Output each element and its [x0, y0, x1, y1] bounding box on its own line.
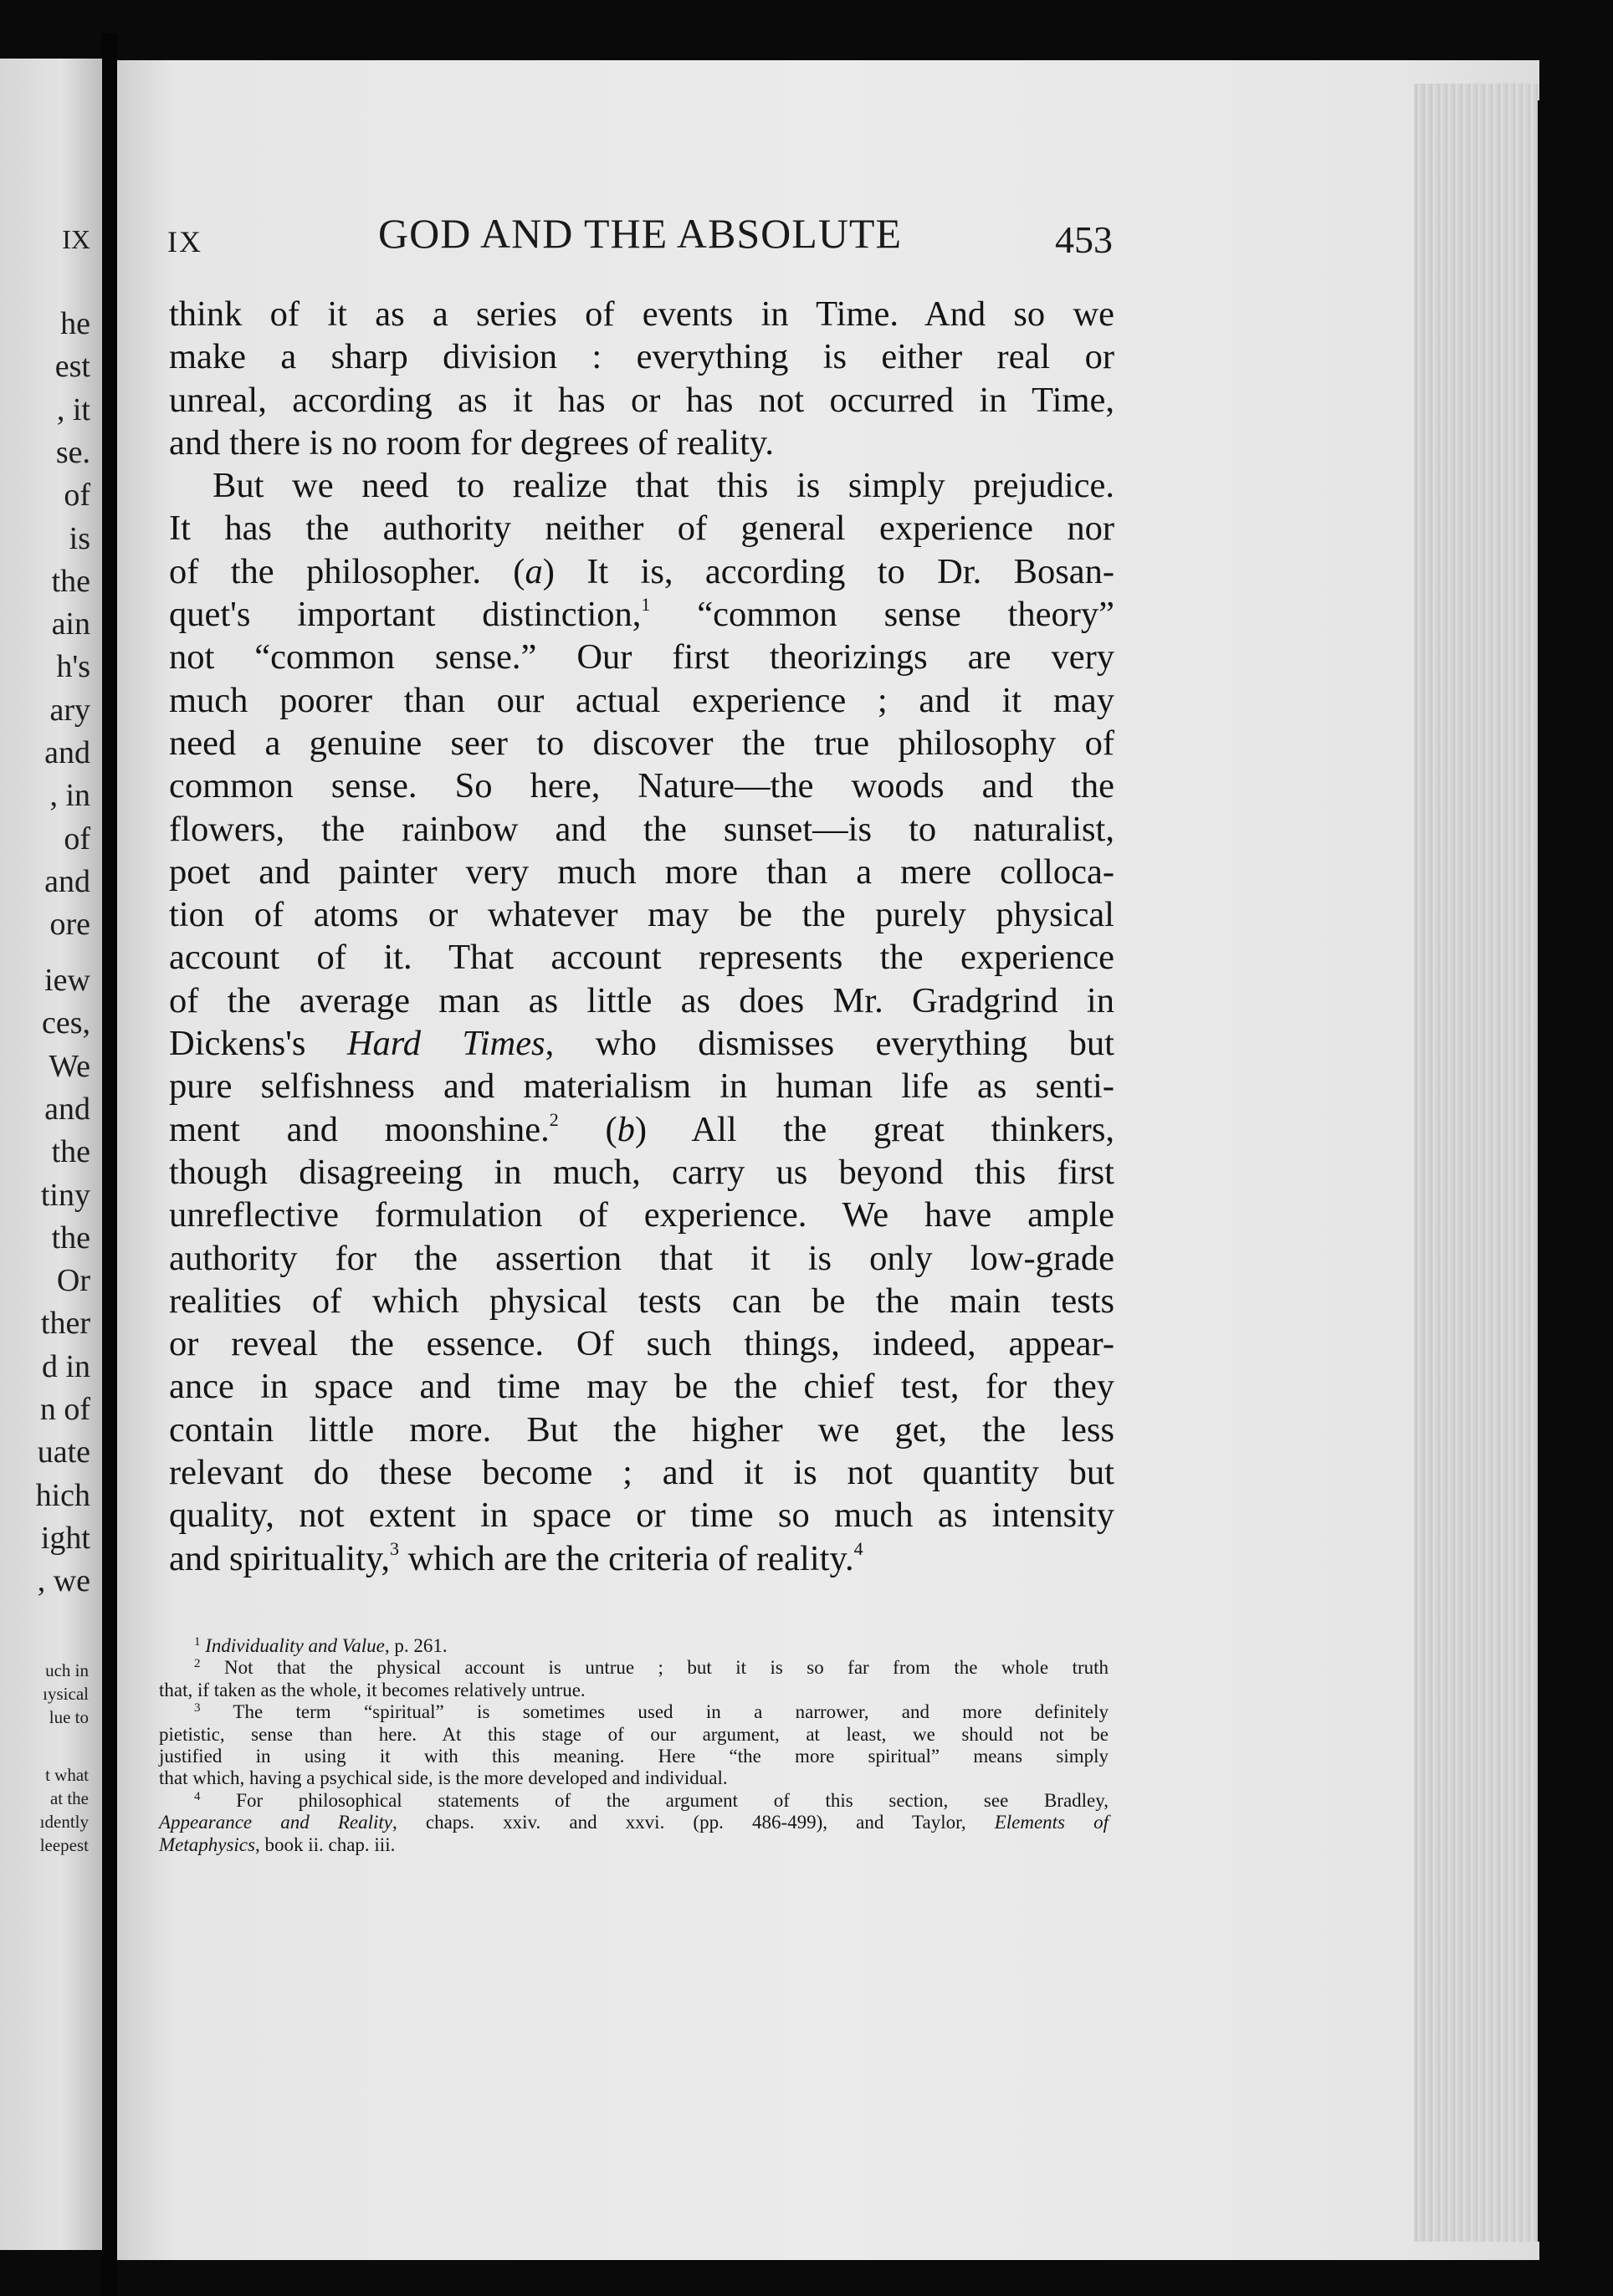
- text-line: common sense. So here, Nature—the woods and the: [169, 766, 1114, 806]
- running-head: GOD AND THE ABSOLUTE: [377, 210, 903, 257]
- text-line: But we need to realize that this is simply prejudice.: [213, 466, 1114, 506]
- left-page-fragment: he: [60, 306, 90, 341]
- left-page-footnote-fragment: ıdently: [39, 1812, 89, 1832]
- left-page-fragment: the: [51, 1134, 90, 1170]
- left-page-footnote-fragment: t what: [45, 1765, 89, 1785]
- left-page-footnote-fragment: at the: [49, 1788, 89, 1808]
- text-line: relevant do these become ; and it is not quantity but: [169, 1453, 1114, 1493]
- text-line: account of it. That account represents the experience: [169, 938, 1114, 978]
- left-page-fragment: , it: [56, 391, 90, 427]
- footnote-3-cont: that which, having a psychical side, is the more developed and individual.: [159, 1767, 728, 1789]
- left-page-fragment: se.: [55, 434, 90, 470]
- text-line: ment and moonshine.$^2$ (b) All the great thinkers,: [169, 1108, 1114, 1149]
- text-line: or reveal the essence. Of such things, indeed, appear-: [169, 1324, 1114, 1364]
- left-page-fragment: the: [51, 1220, 90, 1255]
- text-line: tion of atoms or whatever may be the purely physical: [169, 895, 1114, 935]
- text-line: not “common sense.” Our first theorizings are very: [169, 637, 1114, 678]
- left-page-fragment: , we: [37, 1563, 90, 1599]
- left-page-fragment: and: [44, 735, 90, 770]
- text-line: of the average man as little as does Mr. Gradgrind in: [169, 980, 1114, 1020]
- left-page-fragment: tiny: [40, 1177, 90, 1213]
- text-line: It has the authority neither of general experience nor: [169, 509, 1114, 549]
- left-page-fragment: est: [54, 349, 90, 385]
- text-line: pure selfishness and materialism in human life as senti-: [169, 1066, 1114, 1107]
- text-line: of the philosopher. (a) It is, according to Dr. Bosan-: [169, 551, 1114, 591]
- left-page-footnote-fragment: uch in: [45, 1660, 89, 1680]
- left-page-folio: IX: [62, 224, 90, 254]
- left-page-footnote-fragment: lue to: [49, 1707, 89, 1727]
- text-line: Dickens's Hard Times, who dismisses everything but: [169, 1024, 1114, 1064]
- left-page-fragment: n of: [39, 1392, 90, 1427]
- left-page-fragment: ore: [49, 907, 90, 943]
- footnote-ref: 3: [390, 1537, 400, 1559]
- text-line: poet and painter very much more than a mere colloca-: [169, 851, 1114, 892]
- text-line: ance in space and time may be the chief test, for they: [169, 1367, 1114, 1407]
- text-line: need a genuine seer to discover the true philosophy of: [169, 723, 1114, 763]
- text-line: think of it as a series of events in Time. And so we: [169, 294, 1114, 334]
- left-page-fragment: ther: [40, 1306, 90, 1342]
- left-page-fragment: ary: [49, 692, 90, 728]
- book-gutter: [102, 33, 117, 2296]
- left-page-footnote-fragment: leepest: [39, 1835, 89, 1855]
- left-page-footnote-fragment: ıysical: [43, 1684, 89, 1704]
- text-line: unreal, according as it has or has not occurred in Time,: [169, 380, 1114, 420]
- footnote-ref: 2: [549, 1108, 559, 1130]
- text-line: quet's important distinction,$^1$ “common sense theory”: [169, 594, 1114, 635]
- footnote-1: $^1$ Individuality and Value, p. 261.: [194, 1635, 448, 1656]
- left-page-fragment: of: [64, 478, 90, 514]
- left-page-fragment: ight: [40, 1520, 90, 1556]
- text-line: unreflective formulation of experience. We have ample: [169, 1195, 1114, 1235]
- footnote-ref: 4: [853, 1537, 863, 1559]
- page-header: [167, 209, 1113, 268]
- left-page-fragment: We: [49, 1048, 90, 1084]
- left-page-fragment: uate: [37, 1434, 90, 1470]
- text-line: authority for the assertion that it is only low-grade: [169, 1238, 1114, 1278]
- left-page-fragment: Or: [56, 1263, 90, 1299]
- background-edge: [1538, 100, 1613, 2242]
- left-page-fragment: iew: [44, 963, 90, 998]
- left-page-fragment: , in: [49, 778, 90, 814]
- left-page-fragment: hich: [35, 1477, 90, 1513]
- footnote-3-cont: justified in using it with this meaning. Here “the more spiritual” means simply: [159, 1745, 1109, 1767]
- text-line: and spirituality,$^3$ which are the criteria of reality.$^4$: [169, 1537, 863, 1578]
- page-number: 453: [1055, 218, 1113, 261]
- left-page-fragment: and: [44, 863, 90, 899]
- footnote-ref: 1: [641, 594, 651, 616]
- footnote-book-title: Individuality and Value: [205, 1635, 385, 1656]
- page-edges: [1414, 84, 1539, 2242]
- footnote-4-cont: Metaphysics, book ii. chap. iii.: [159, 1833, 396, 1855]
- left-page-fragment: is: [69, 520, 90, 556]
- text-line: much poorer than our actual experience ; and it may: [169, 680, 1114, 720]
- footnote-4: $^4$ For philosophical statements of the argument of this section, see Bradley,: [194, 1789, 1109, 1811]
- left-page-fragment: d in: [41, 1348, 90, 1384]
- text-line: quality, not extent in space or time so much as intensity: [169, 1496, 1114, 1536]
- text-line: realities of which physical tests can be the main tests: [169, 1281, 1114, 1321]
- text-line: flowers, the rainbow and the sunset—is to naturalist,: [169, 809, 1114, 849]
- text-line: though disagreeing in much, carry us beyond this first: [169, 1152, 1114, 1192]
- text-line: contain little more. But the higher we get, the less: [169, 1409, 1114, 1450]
- left-page-edge: [0, 59, 102, 2250]
- left-page-fragment: ain: [51, 606, 90, 642]
- chapter-number: IX: [167, 225, 202, 258]
- footnote-3: $^3$ The term “spiritual” is sometimes used in a narrower, and more definitely: [194, 1701, 1109, 1723]
- left-page-fragment: the: [51, 563, 90, 599]
- text-line: make a sharp division : everything is either real or: [169, 337, 1114, 377]
- left-page-fragment: h's: [56, 649, 90, 685]
- body-text: [169, 293, 1114, 1580]
- footnotes: [159, 1635, 1109, 1856]
- text-line: and there is no room for degrees of reality.: [169, 422, 775, 463]
- footnote-3-cont: pietistic, sense than here. At this stage of our argument, at least, we should not be: [159, 1723, 1109, 1745]
- left-page-fragment: and: [44, 1091, 90, 1127]
- left-page-fragment: ces,: [41, 1005, 90, 1041]
- book-title: Hard Times: [346, 1024, 545, 1064]
- footnote-4-cont: Appearance and Reality, chaps. xxiv. and xxvi. (pp. 486-499), and Taylor, Elements of: [159, 1812, 1109, 1833]
- footnote-2-cont: that, if taken as the whole, it becomes relatively untrue.: [159, 1679, 586, 1700]
- left-page-fragment: of: [64, 821, 90, 857]
- footnote-2: $^2$ Not that the physical account is untrue ; but it is so far from the whole truth: [194, 1657, 1109, 1679]
